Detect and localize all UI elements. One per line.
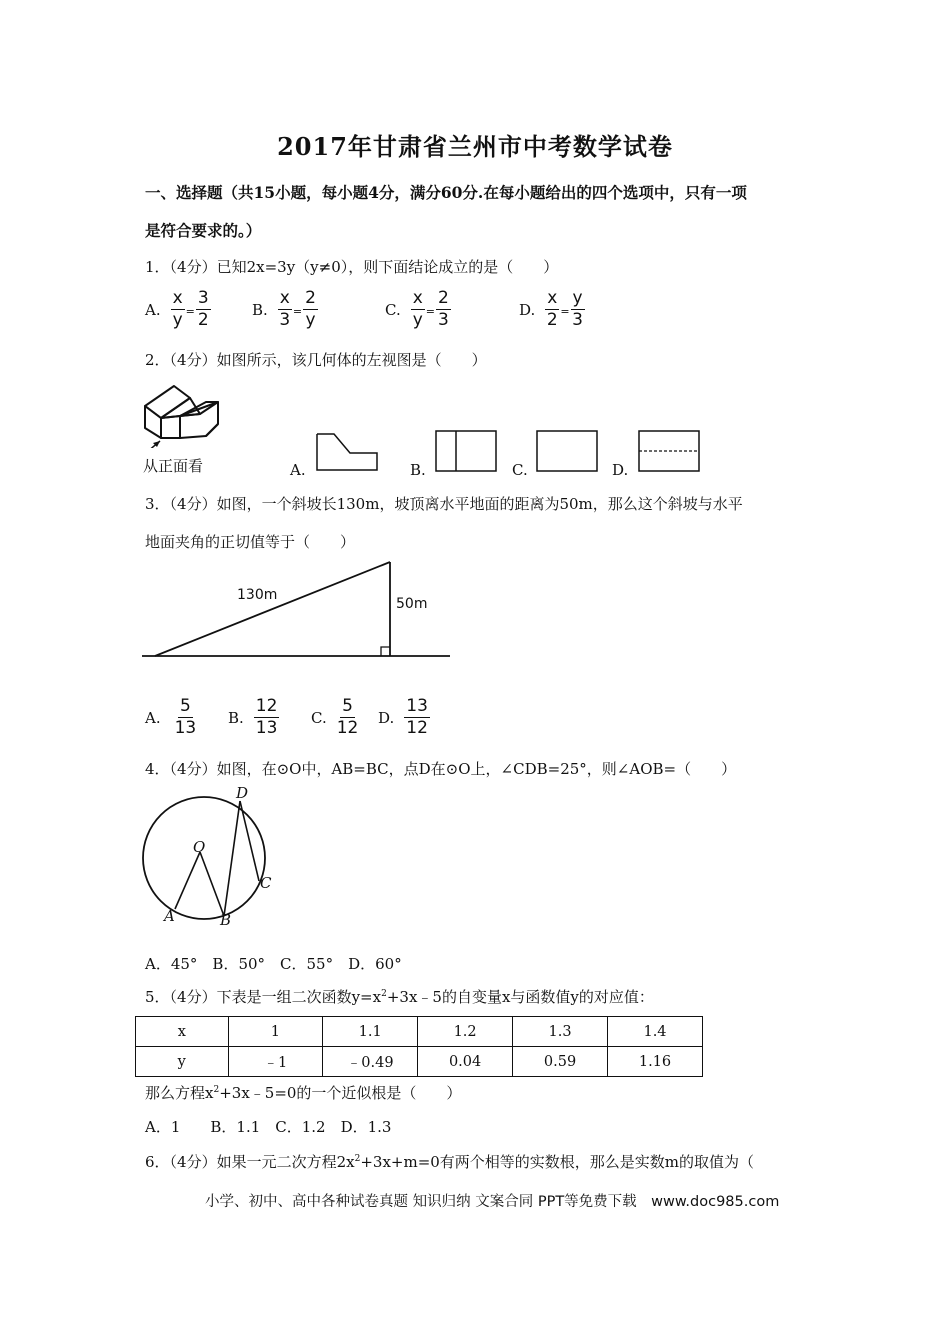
- stem-text: +3x+m=0有两个相等的实数根，那么是实数m的取值为（: [360, 1153, 755, 1171]
- exponent: 2: [213, 1085, 220, 1095]
- q2-option-b-shape: [434, 429, 498, 473]
- table-cell: 0.04: [418, 1047, 513, 1077]
- table-cell: 1.16: [608, 1047, 703, 1077]
- option-label: C.: [311, 708, 327, 727]
- fraction: [571, 289, 585, 330]
- numerator: 12: [255, 696, 278, 716]
- question-5-stem: [145, 986, 654, 1007]
- denominator: 12: [406, 718, 428, 738]
- table-cell: 1.4: [608, 1017, 703, 1047]
- table-cell: x: [136, 1017, 229, 1047]
- point-label-b: B: [220, 911, 232, 929]
- table-row: [136, 1017, 703, 1047]
- question-3-stem-line2: 地面夹角的正切值等于（ ）: [145, 533, 356, 551]
- numerator: 3: [197, 288, 209, 308]
- fraction: [303, 289, 318, 330]
- question-5-follow-up: [145, 1082, 461, 1103]
- table-cell: ﹣0.49: [323, 1047, 418, 1077]
- solid-figure: [140, 378, 230, 448]
- denominator: 3: [279, 310, 291, 330]
- q3-option-b: [228, 697, 279, 738]
- denominator: y: [305, 310, 316, 330]
- numerator: 13: [406, 696, 428, 716]
- section-header-line1: 一、选择题（共15小题，每小题4分，满分60分.在每小题给出的四个选项中，只有一项: [145, 183, 747, 202]
- numerator: 5: [342, 696, 353, 716]
- question-4-stem: 4．（4分）如图，在⊙O中，AB=BC，点D在⊙O上，∠CDB=25°，则∠AOB=（ ）: [145, 760, 737, 778]
- denominator: 12: [336, 718, 359, 738]
- denominator: 3: [438, 310, 449, 330]
- fraction: [254, 697, 280, 738]
- numerator: 2: [438, 288, 449, 308]
- numerator: 5: [180, 696, 191, 716]
- stem-text: +3x﹣5=0的一个近似根是（ ）: [219, 1084, 462, 1102]
- q2-option-b-label: B.: [410, 461, 426, 479]
- q2-option-c-shape: [535, 429, 599, 473]
- slope-length-label: 130m: [237, 587, 278, 603]
- question-1-stem: 1．（4分）已知2x=3y（y≠0），则下面结论成立的是（ ）: [145, 258, 559, 276]
- stem-text: 那么方程x: [145, 1084, 214, 1102]
- option-label: C.: [385, 300, 401, 319]
- denominator: 13: [174, 718, 197, 738]
- option-label: B.: [228, 708, 244, 727]
- q1-option-b: [252, 289, 318, 330]
- question-6-stem: [145, 1151, 754, 1172]
- option-label: A.: [145, 708, 161, 727]
- denominator: y: [412, 310, 423, 330]
- page-title: 2017年甘肃省兰州市中考数学试卷: [277, 132, 673, 161]
- q3-option-a: [145, 697, 196, 738]
- point-label-c: C: [260, 874, 272, 892]
- exponent: 2: [354, 1154, 361, 1164]
- fraction: [545, 289, 559, 330]
- value-table: [135, 1016, 703, 1077]
- section-header-line2: 是符合要求的。）: [145, 221, 262, 240]
- q2-option-d-shape: [637, 429, 701, 473]
- numerator: x: [172, 288, 183, 308]
- question-3-stem-line1: 3．（4分）如图，一个斜坡长130m，坡顶离水平地面的距离为50m，那么这个斜坡与水平: [145, 495, 743, 513]
- q1-option-a: [145, 289, 211, 330]
- equals-sign: =: [425, 305, 435, 318]
- question-5-options: A．1 B．1.1 C．1.2 D．1.3: [145, 1118, 392, 1136]
- question-2-stem: 2．（4分）如图所示，该几何体的左视图是（ ）: [145, 351, 487, 369]
- fraction: [411, 289, 425, 330]
- option-label: A.: [145, 300, 161, 319]
- option-label: D.: [519, 300, 536, 319]
- table-cell: y: [136, 1047, 229, 1077]
- height-label: 50m: [396, 596, 428, 612]
- numerator: 2: [305, 288, 316, 308]
- denominator: 13: [255, 718, 278, 738]
- q2-option-d-label: D.: [612, 461, 629, 479]
- fraction: [175, 697, 197, 738]
- q1-option-d: [519, 289, 585, 330]
- equals-sign: =: [560, 305, 570, 318]
- denominator: 2: [546, 310, 558, 330]
- q3-option-d: [378, 697, 430, 738]
- table-cell: ﹣1: [228, 1047, 323, 1077]
- q2-option-a-shape: [314, 431, 380, 473]
- denominator: y: [172, 310, 183, 330]
- numerator: x: [279, 288, 290, 308]
- table-cell: 1.1: [323, 1017, 418, 1047]
- point-label-o: O: [193, 838, 206, 856]
- table-row: [136, 1047, 703, 1077]
- question-3-options: [145, 697, 445, 743]
- fraction: [196, 289, 211, 330]
- question-4-options: A．45° B．50° C．55° D．60°: [145, 955, 402, 973]
- denominator: 2: [197, 310, 209, 330]
- numerator: y: [572, 288, 583, 308]
- option-label: D.: [378, 708, 395, 727]
- fraction: [171, 289, 185, 330]
- table-cell: 1: [228, 1017, 323, 1047]
- exponent: 2: [381, 989, 387, 999]
- q2-option-a-label: A.: [290, 461, 306, 479]
- point-label-a: A: [164, 907, 175, 925]
- denominator: 3: [572, 310, 583, 330]
- equals-sign: =: [185, 305, 195, 318]
- fraction: [404, 697, 430, 738]
- stem-text: +3x﹣5的自变量x与函数值y的对应值：: [386, 988, 654, 1006]
- q2-option-c-label: C.: [512, 461, 528, 479]
- table-cell: 0.59: [513, 1047, 608, 1077]
- question-1-options: [145, 289, 745, 335]
- page-footer: 小学、初中、高中各种试卷真题 知识归纳 文案合同 PPT等免费下载 www.doc985.com: [205, 1194, 780, 1210]
- fraction: [436, 289, 451, 330]
- circle-figure: [140, 782, 280, 932]
- section-header: [145, 174, 815, 250]
- numerator: x: [547, 288, 558, 308]
- equals-sign: =: [292, 305, 303, 318]
- figure-caption: 从正面看: [143, 457, 204, 475]
- stem-text: 5．（4分）下表是一组二次函数y=x: [145, 988, 382, 1006]
- fraction: [337, 697, 359, 738]
- point-label-d: D: [236, 784, 249, 802]
- fraction: [278, 289, 292, 330]
- option-label: B.: [252, 300, 268, 319]
- numerator: x: [412, 288, 423, 308]
- stem-text: 6．（4分）如果一元二次方程2x: [145, 1153, 355, 1171]
- table-cell: 1.2: [418, 1017, 513, 1047]
- q3-option-c: [311, 697, 358, 738]
- q1-option-c: [385, 289, 451, 330]
- table-cell: 1.3: [513, 1017, 608, 1047]
